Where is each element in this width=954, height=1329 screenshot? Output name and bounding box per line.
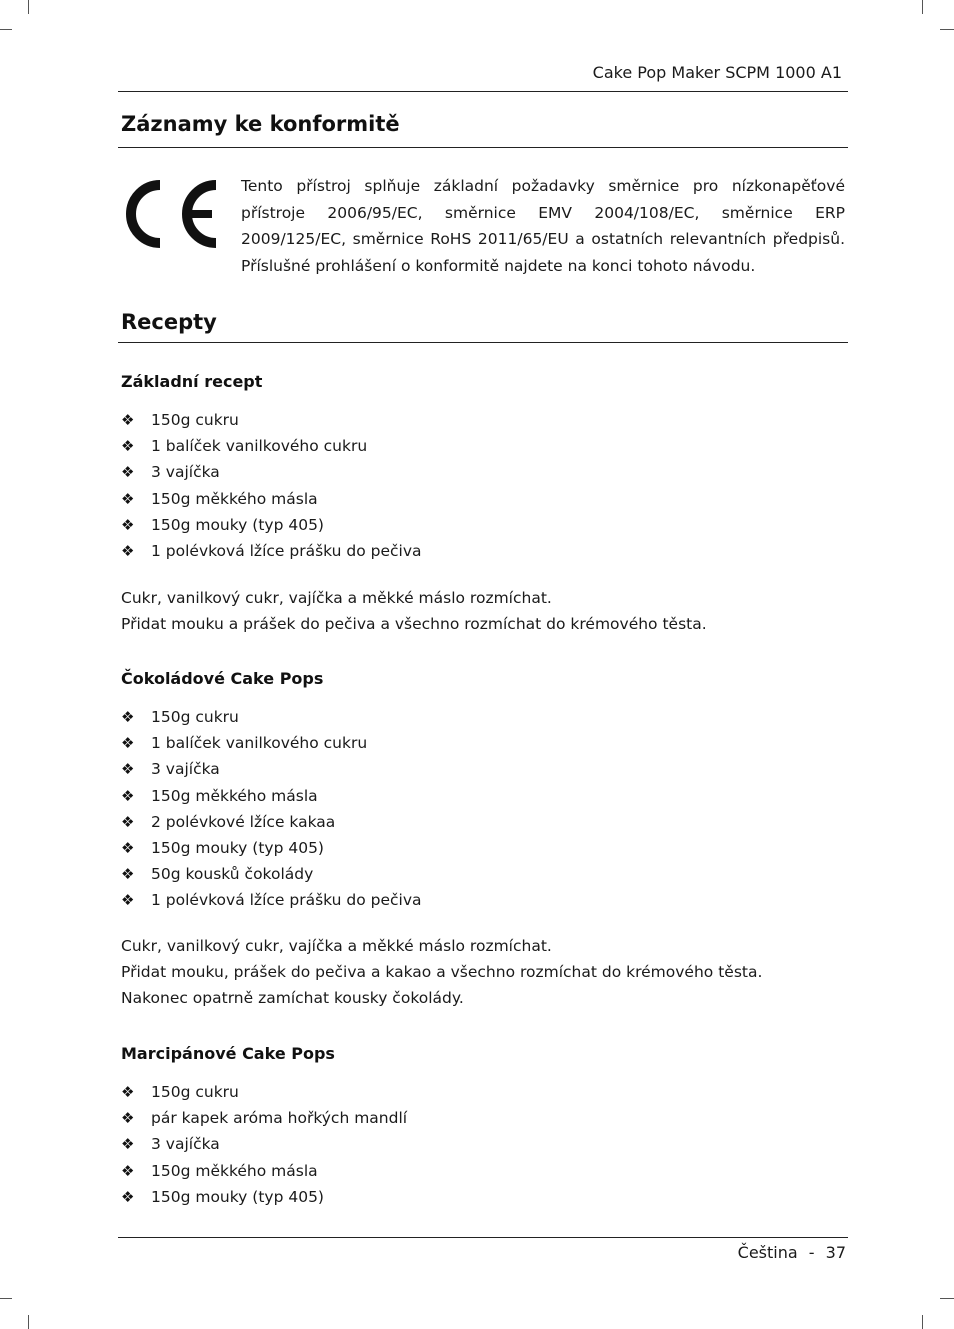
ingredient-text: 3 vajíčka bbox=[151, 1135, 220, 1154]
list-item bbox=[121, 1158, 407, 1184]
ingredient-text: 150g měkkého másla bbox=[151, 489, 318, 508]
ingredient-text: 1 balíček vanilkového cukru bbox=[151, 734, 368, 753]
diamond-bullet-icon: ❖ bbox=[121, 786, 135, 805]
crop-mark bbox=[922, 1315, 923, 1329]
instruction-line: Přidat mouku, prášek do pečiva a kakao a všechno rozmíchat do krémového těsta. bbox=[121, 963, 763, 981]
ingredient-text: 150g mouky (typ 405) bbox=[151, 839, 324, 858]
crop-mark bbox=[0, 1298, 12, 1299]
ingredient-list-basic bbox=[121, 407, 422, 564]
diamond-bullet-icon: ❖ bbox=[121, 891, 135, 910]
header-rule bbox=[118, 91, 848, 92]
instruction-line: Přidat mouku a prášek do pečiva a všechno rozmíchat do krémového těsta. bbox=[121, 615, 707, 633]
diamond-bullet-icon: ❖ bbox=[121, 812, 135, 831]
ingredient-text: 150g mouky (typ 405) bbox=[151, 515, 324, 534]
ingredient-text: 3 vajíčka bbox=[151, 760, 220, 779]
list-item bbox=[121, 756, 422, 782]
instruction-line: Nakonec opatrně zamíchat kousky čokolády. bbox=[121, 989, 464, 1007]
diamond-bullet-icon: ❖ bbox=[121, 708, 135, 727]
recipe-title-chocolate: Čokoládové Cake Pops bbox=[121, 669, 324, 688]
conformity-rule bbox=[118, 147, 848, 148]
ce-mark-icon bbox=[120, 178, 220, 250]
diamond-bullet-icon: ❖ bbox=[121, 1187, 135, 1206]
list-item bbox=[121, 1079, 407, 1105]
crop-mark bbox=[940, 1298, 954, 1299]
crop-mark bbox=[0, 29, 12, 30]
page-number: 37 bbox=[825, 1243, 846, 1262]
running-header: Cake Pop Maker SCPM 1000 A1 bbox=[592, 63, 842, 82]
crop-mark bbox=[940, 29, 954, 30]
diamond-bullet-icon: ❖ bbox=[121, 437, 135, 456]
footer-rule bbox=[118, 1237, 848, 1238]
list-item bbox=[121, 407, 422, 433]
diamond-bullet-icon: ❖ bbox=[121, 1109, 135, 1128]
conformity-heading: Záznamy ke konformitě bbox=[121, 112, 400, 136]
list-item bbox=[121, 730, 422, 756]
ingredient-text: pár kapek aróma hořkých mandlí bbox=[151, 1109, 408, 1128]
list-item bbox=[121, 835, 422, 861]
list-item bbox=[121, 861, 422, 887]
list-item bbox=[121, 538, 422, 564]
footer-separator: - bbox=[808, 1243, 815, 1262]
list-item bbox=[121, 704, 422, 730]
ingredient-text: 150g cukru bbox=[151, 1083, 239, 1102]
diamond-bullet-icon: ❖ bbox=[121, 542, 135, 561]
ingredient-text: 2 polévkové lžíce kakaa bbox=[151, 812, 336, 831]
recipe-title-marzipan: Marcipánové Cake Pops bbox=[121, 1044, 335, 1063]
list-item bbox=[121, 887, 422, 913]
ingredient-text: 1 polévková lžíce prášku do pečiva bbox=[151, 542, 422, 561]
diamond-bullet-icon: ❖ bbox=[121, 515, 135, 534]
ingredient-text: 150g měkkého másla bbox=[151, 1161, 318, 1180]
instructions-basic bbox=[121, 585, 707, 637]
diamond-bullet-icon: ❖ bbox=[121, 839, 135, 858]
diamond-bullet-icon: ❖ bbox=[121, 1083, 135, 1102]
ingredient-text: 1 balíček vanilkového cukru bbox=[151, 437, 368, 456]
instructions-chocolate bbox=[121, 933, 762, 1011]
ingredient-list-chocolate bbox=[121, 704, 422, 914]
page-footer bbox=[738, 1243, 846, 1262]
crop-mark bbox=[28, 1315, 29, 1329]
list-item bbox=[121, 486, 422, 512]
recipes-rule bbox=[118, 342, 848, 343]
list-item bbox=[121, 1105, 407, 1131]
instruction-line: Cukr, vanilkový cukr, vajíčka a měkké máslo rozmíchat. bbox=[121, 589, 552, 607]
ingredient-text: 150g mouky (typ 405) bbox=[151, 1187, 324, 1206]
ingredient-text: 150g měkkého másla bbox=[151, 786, 318, 805]
list-item bbox=[121, 809, 422, 835]
ingredient-text: 150g cukru bbox=[151, 708, 239, 727]
conformity-text: Tento přístroj splňuje základní požadavky směrnice pro nízkonapěťové přístroje 2006/95/EC, směrnice EMV 2004/108/EC, směrnice ERP 2009/125/EC, směrnice RoHS 2011/65/EU a ostatních relevantních předpisů. Příslušné prohlášení o konformitě najdete na konci tohoto návodu. bbox=[241, 177, 845, 276]
ingredient-text: 1 polévková lžíce prášku do pečiva bbox=[151, 891, 422, 910]
diamond-bullet-icon: ❖ bbox=[121, 489, 135, 508]
list-item bbox=[121, 512, 422, 538]
ingredient-text: 150g cukru bbox=[151, 411, 239, 430]
list-item bbox=[121, 459, 422, 485]
diamond-bullet-icon: ❖ bbox=[121, 865, 135, 884]
diamond-bullet-icon: ❖ bbox=[121, 760, 135, 779]
footer-language: Čeština bbox=[737, 1243, 798, 1262]
crop-mark bbox=[28, 0, 29, 14]
instruction-line: Cukr, vanilkový cukr, vajíčka a měkké máslo rozmíchat. bbox=[121, 937, 552, 955]
ingredient-list-marzipan bbox=[121, 1079, 407, 1210]
diamond-bullet-icon: ❖ bbox=[121, 734, 135, 753]
list-item bbox=[121, 783, 422, 809]
diamond-bullet-icon: ❖ bbox=[121, 463, 135, 482]
list-item bbox=[121, 1184, 407, 1210]
diamond-bullet-icon: ❖ bbox=[121, 1161, 135, 1180]
ingredient-text: 50g kousků čokolády bbox=[151, 865, 314, 884]
ingredient-text: 3 vajíčka bbox=[151, 463, 220, 482]
recipes-heading: Recepty bbox=[121, 310, 217, 334]
crop-mark bbox=[922, 0, 923, 14]
recipe-title-basic: Základní recept bbox=[121, 372, 263, 391]
list-item bbox=[121, 433, 422, 459]
diamond-bullet-icon: ❖ bbox=[121, 1135, 135, 1154]
list-item bbox=[121, 1131, 407, 1157]
diamond-bullet-icon: ❖ bbox=[121, 411, 135, 430]
